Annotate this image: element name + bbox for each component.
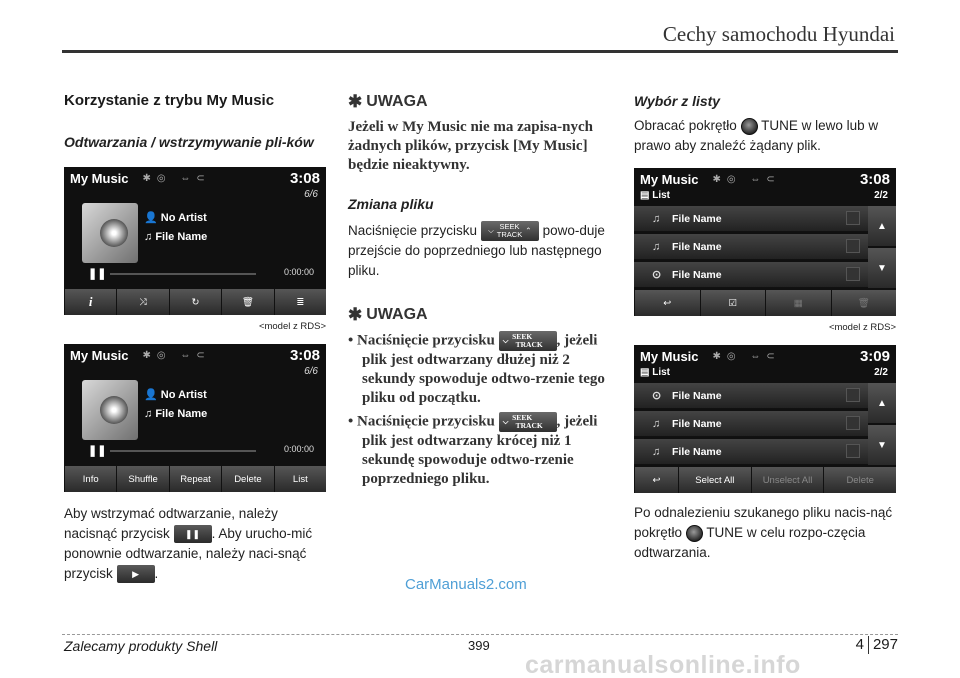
site-watermark: carmanualsonline.info <box>525 651 801 678</box>
list-label: ▤ List <box>640 190 671 201</box>
scroll-up-button[interactable]: ▲ <box>868 206 896 246</box>
album-art <box>82 380 138 440</box>
pause-instructions: Aby wstrzymać odtwarzanie, należy nacisnąć przycisk ❚❚ . Aby urucho-mić ponownie odtwarzanie, należy naci-snąć przycisk ▶ . <box>64 504 326 584</box>
list-button[interactable]: List <box>274 466 326 492</box>
text-toolbar <box>64 466 326 492</box>
list-icon[interactable]: ≣ <box>274 289 326 315</box>
music-note-icon: ♫ <box>652 417 661 430</box>
caption-rds: <model z RDS> <box>258 321 326 332</box>
screen-clock: 3:08 <box>289 346 320 364</box>
list-icon: ▤ <box>640 190 653 201</box>
column-left <box>64 92 326 584</box>
person-icon: 👤 <box>144 212 161 224</box>
info-icon[interactable]: i <box>64 289 116 315</box>
delete-icon[interactable]: 🗑 <box>221 289 273 315</box>
subheading-select-list: Wybór z listy <box>634 93 721 109</box>
status-icons: ✱◎ ⇔⊂ <box>712 350 781 362</box>
checkbox[interactable] <box>846 239 860 253</box>
screen-standard-playback <box>64 344 326 492</box>
uncheck-icon[interactable]: ▦ <box>765 290 831 316</box>
asterisk-icon: ✱ <box>348 92 363 111</box>
track-count: 6/6 <box>304 366 318 377</box>
seek-track-icon: ⌵ SEEK TRACK ⌃ <box>481 221 539 241</box>
asterisk-icon: ✱ <box>348 305 363 325</box>
shuffle-icon[interactable]: ⤨ <box>116 289 168 315</box>
screen-clock: 3:09 <box>859 347 890 365</box>
screen-rds-playback <box>64 167 326 315</box>
pause-button-icon: ❚❚ <box>174 525 212 543</box>
repeat-button[interactable]: Repeat <box>169 466 221 492</box>
scroll-down-button[interactable]: ▼ <box>868 425 896 465</box>
shuffle-button[interactable]: Shuffle <box>116 466 168 492</box>
file-label: ♫ File Name <box>144 231 208 243</box>
list-item[interactable]: ♫ File Name <box>634 206 868 232</box>
list-item[interactable]: ♫ File Name <box>634 411 868 437</box>
screen-title: My Music <box>640 348 699 364</box>
list-icon-toolbar <box>634 290 896 316</box>
screen-clock: 3:08 <box>859 170 890 188</box>
warning-bullet-1: • Naciśnięcie przycisku ⌵ SEEK TRACK , jeżeli plik jest odtwarzany dłużej niż 2 sekundy spowoduje odtwo-rzenie tego pliku od początku. <box>348 332 605 407</box>
list-item[interactable]: ⊙ File Name <box>634 383 868 409</box>
status-icons: ✱◎ ⇔⊂ <box>142 172 211 184</box>
elapsed-time: 0:00:00 <box>283 444 314 454</box>
elapsed-time: 0:00:00 <box>283 267 314 277</box>
screen-title: My Music <box>70 170 129 186</box>
warning-heading-2: ✱ UWAGA <box>348 305 428 325</box>
column-right <box>634 92 896 563</box>
footer-rule <box>62 634 898 635</box>
seek-track-down-icon: ⌵ SEEK TRACK <box>499 412 557 432</box>
subheading-play-pause: Odtwarzania / wstrzymywanie pli-ków <box>64 134 314 150</box>
caption-rds: <model z RDS> <box>828 322 896 333</box>
music-note-icon: ♫ <box>652 240 661 253</box>
select-list-text: Obracać pokrętło TUNE w lewo lub w prawo aby znaleźć żądany plik. <box>634 118 879 153</box>
scroll-down-button[interactable]: ▼ <box>868 248 896 288</box>
tune-knob-icon <box>686 525 703 542</box>
footer-page-center: 399 <box>468 638 490 653</box>
header-title: Cechy samochodu Hyundai <box>662 22 895 46</box>
unselect-all-button[interactable]: Unselect All <box>751 467 824 493</box>
play-button-icon: ▶ <box>117 565 155 583</box>
track-count: 6/6 <box>304 189 318 200</box>
watermark: CarManuals2.com <box>405 576 527 593</box>
select-all-button[interactable]: Select All <box>678 467 751 493</box>
music-note-icon: ♫ <box>652 212 661 225</box>
scroll-up-button[interactable]: ▲ <box>868 383 896 423</box>
person-icon: 👤 <box>144 389 161 401</box>
screen-list-standard <box>634 345 896 493</box>
seek-track-up-icon: ⌵ SEEK TRACK <box>499 331 557 351</box>
back-icon[interactable]: ↩ <box>634 290 700 316</box>
section-heading: Korzystanie z trybu My Music <box>64 92 275 109</box>
screen-header <box>634 345 896 367</box>
checkbox[interactable] <box>846 267 860 281</box>
info-button[interactable]: Info <box>64 466 116 492</box>
pause-icon[interactable]: ❚❚ <box>88 445 107 457</box>
screen-list-rds <box>634 168 896 316</box>
screen-header <box>634 168 896 190</box>
screen-clock: 3:08 <box>289 169 320 187</box>
progress-bar <box>110 273 256 275</box>
change-file-text: Naciśnięcie przycisku ⌵ SEEK TRACK ⌃ powo-duje przejście do poprzedniego lub następnego pliku. <box>348 222 605 279</box>
artist-label: 👤 No Artist <box>144 389 207 401</box>
list-count: 2/2 <box>874 367 888 378</box>
album-art <box>82 203 138 263</box>
screen-header <box>64 344 326 366</box>
list-item[interactable]: ⊙ File Name <box>634 262 868 288</box>
warning-text-1: Jeżeli w My Music nie ma zapisa-nych żadnych plików, przycisk [My Music] będzie nieaktywny. <box>348 119 593 173</box>
warning-heading-1: ✱ UWAGA <box>348 92 428 111</box>
screen-title: My Music <box>640 171 699 187</box>
screen-header <box>64 167 326 189</box>
status-icons: ✱◎ ⇔⊂ <box>712 173 781 185</box>
footer-page-number: 4 297 <box>855 636 898 653</box>
delete-button[interactable]: Delete <box>221 466 273 492</box>
music-note-icon: ♫ <box>144 408 156 420</box>
status-icons: ✱◎ ⇔⊂ <box>142 349 211 361</box>
play-circle-icon: ⊙ <box>652 390 662 402</box>
list-icon: ▤ <box>640 367 653 378</box>
list-item[interactable]: ♫ File Name <box>634 234 868 260</box>
list-label: ▤ List <box>640 367 671 378</box>
progress-bar <box>110 450 256 452</box>
header-rule <box>62 50 898 53</box>
screen-title: My Music <box>70 347 129 363</box>
play-selected-text: Po odnalezieniu szukanego pliku nacis-nąć pokrętło TUNE w celu rozpo-częcia odtwarzania. <box>634 505 893 560</box>
repeat-icon[interactable]: ↻ <box>169 289 221 315</box>
list-count: 2/2 <box>874 190 888 201</box>
footer-slogan: Zalecamy produkty Shell <box>64 638 218 654</box>
list-text-toolbar <box>634 467 896 493</box>
list-item[interactable]: ♫ File Name <box>634 439 868 465</box>
subheading-change-file: Zmiana pliku <box>348 196 434 212</box>
delete-icon[interactable]: 🗑 <box>831 290 897 316</box>
play-circle-icon: ⊙ <box>652 269 662 281</box>
check-icon[interactable]: ☑ <box>700 290 766 316</box>
tune-knob-icon <box>741 118 758 135</box>
back-icon[interactable]: ↩ <box>634 467 678 493</box>
checkbox[interactable] <box>846 416 860 430</box>
checkbox[interactable] <box>846 388 860 402</box>
delete-button[interactable]: Delete <box>823 467 896 493</box>
pause-icon[interactable]: ❚❚ <box>88 268 107 280</box>
checkbox[interactable] <box>846 211 860 225</box>
checkbox[interactable] <box>846 444 860 458</box>
file-label: ♫ File Name <box>144 408 208 420</box>
music-note-icon: ♫ <box>652 445 661 458</box>
icon-toolbar <box>64 289 326 315</box>
music-note-icon: ♫ <box>144 231 156 243</box>
warning-bullet-2: • Naciśnięcie przycisku ⌵ SEEK TRACK , jeżeli plik jest odtwarzany krócej niż 1 sekundę spowoduje odtwo-rzenie poprzedniego pliku. <box>348 413 598 488</box>
column-middle <box>348 92 613 493</box>
artist-label: 👤 No Artist <box>144 212 207 224</box>
